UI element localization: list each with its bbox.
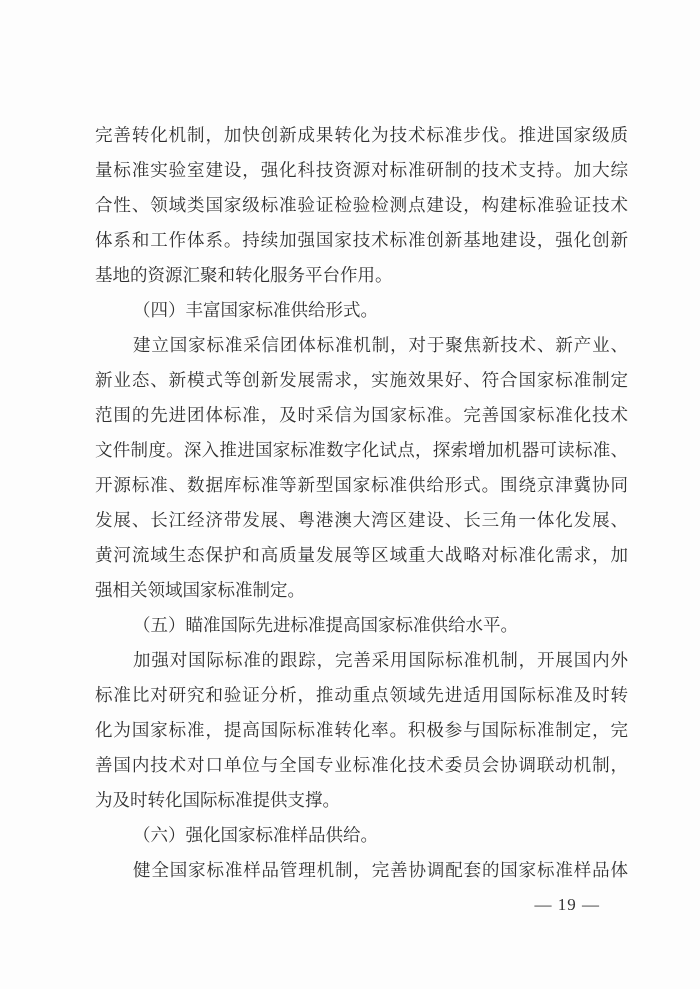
text-line: 基地的资源汇聚和转化服务平台作用。 [95, 265, 393, 285]
text-line: 黄河流域生态保护和高质量发展等区域重大战略对标准化需求，加 [95, 545, 628, 565]
text-line: 开源标准、数据库标准等新型国家标准供给形式。围绕京津冀协同 [95, 475, 628, 495]
text-line: 体系和工作体系。持续加强国家技术标准创新基地建设，强化创新 [95, 230, 628, 250]
text-line: 新业态、新模式等创新发展需求，实施效果好、符合国家标准制定 [95, 370, 628, 390]
section-heading: （四）丰富国家标准供给形式。 [133, 300, 378, 320]
text-line: 范围的先进团体标准，及时采信为国家标准。完善国家标准化技术 [95, 405, 628, 425]
text-line: 建立国家标准采信团体标准机制，对于聚焦新技术、新产业、 [133, 335, 628, 355]
text-line: 加强对国际标准的跟踪，完善采用国际标准机制，开展国内外 [133, 650, 628, 670]
text-line: 健全国家标准样品管理机制，完善协调配套的国家标准样品体 [133, 860, 628, 880]
page-number: — 19 — [534, 895, 600, 914]
text-line: 强相关领域国家标准制定。 [95, 580, 305, 600]
text-line: 善国内技术对口单位与全国专业标准化技术委员会协调联动机制， [95, 755, 628, 775]
text-line: 完善转化机制，加快创新成果转化为技术标准步伐。推进国家级质 [95, 125, 628, 145]
text-line: 为及时转化国际标准提供支撑。 [95, 790, 340, 810]
text-line: 量标准实验室建设，强化科技资源对标准研制的技术支持。加大综 [95, 160, 628, 180]
document-body [95, 118, 628, 888]
text-line: 发展、长江经济带发展、粤港澳大湾区建设、长三角一体化发展、 [95, 510, 628, 530]
section-heading: （五）瞄准国际先进标准提高国家标准供给水平。 [133, 615, 518, 635]
text-line: 标准比对研究和验证分析，推动重点领域先进适用国际标准及时转 [95, 685, 628, 705]
text-line: 文件制度。深入推进国家标准数字化试点，探索增加机器可读标准、 [95, 440, 628, 460]
text-line: 化为国家标准，提高国际标准转化率。积极参与国际标准制定，完 [95, 720, 628, 740]
section-heading: （六）强化国家标准样品供给。 [133, 825, 378, 845]
text-line: 合性、领域类国家级标准验证检验检测点建设，构建标准验证技术 [95, 195, 628, 215]
